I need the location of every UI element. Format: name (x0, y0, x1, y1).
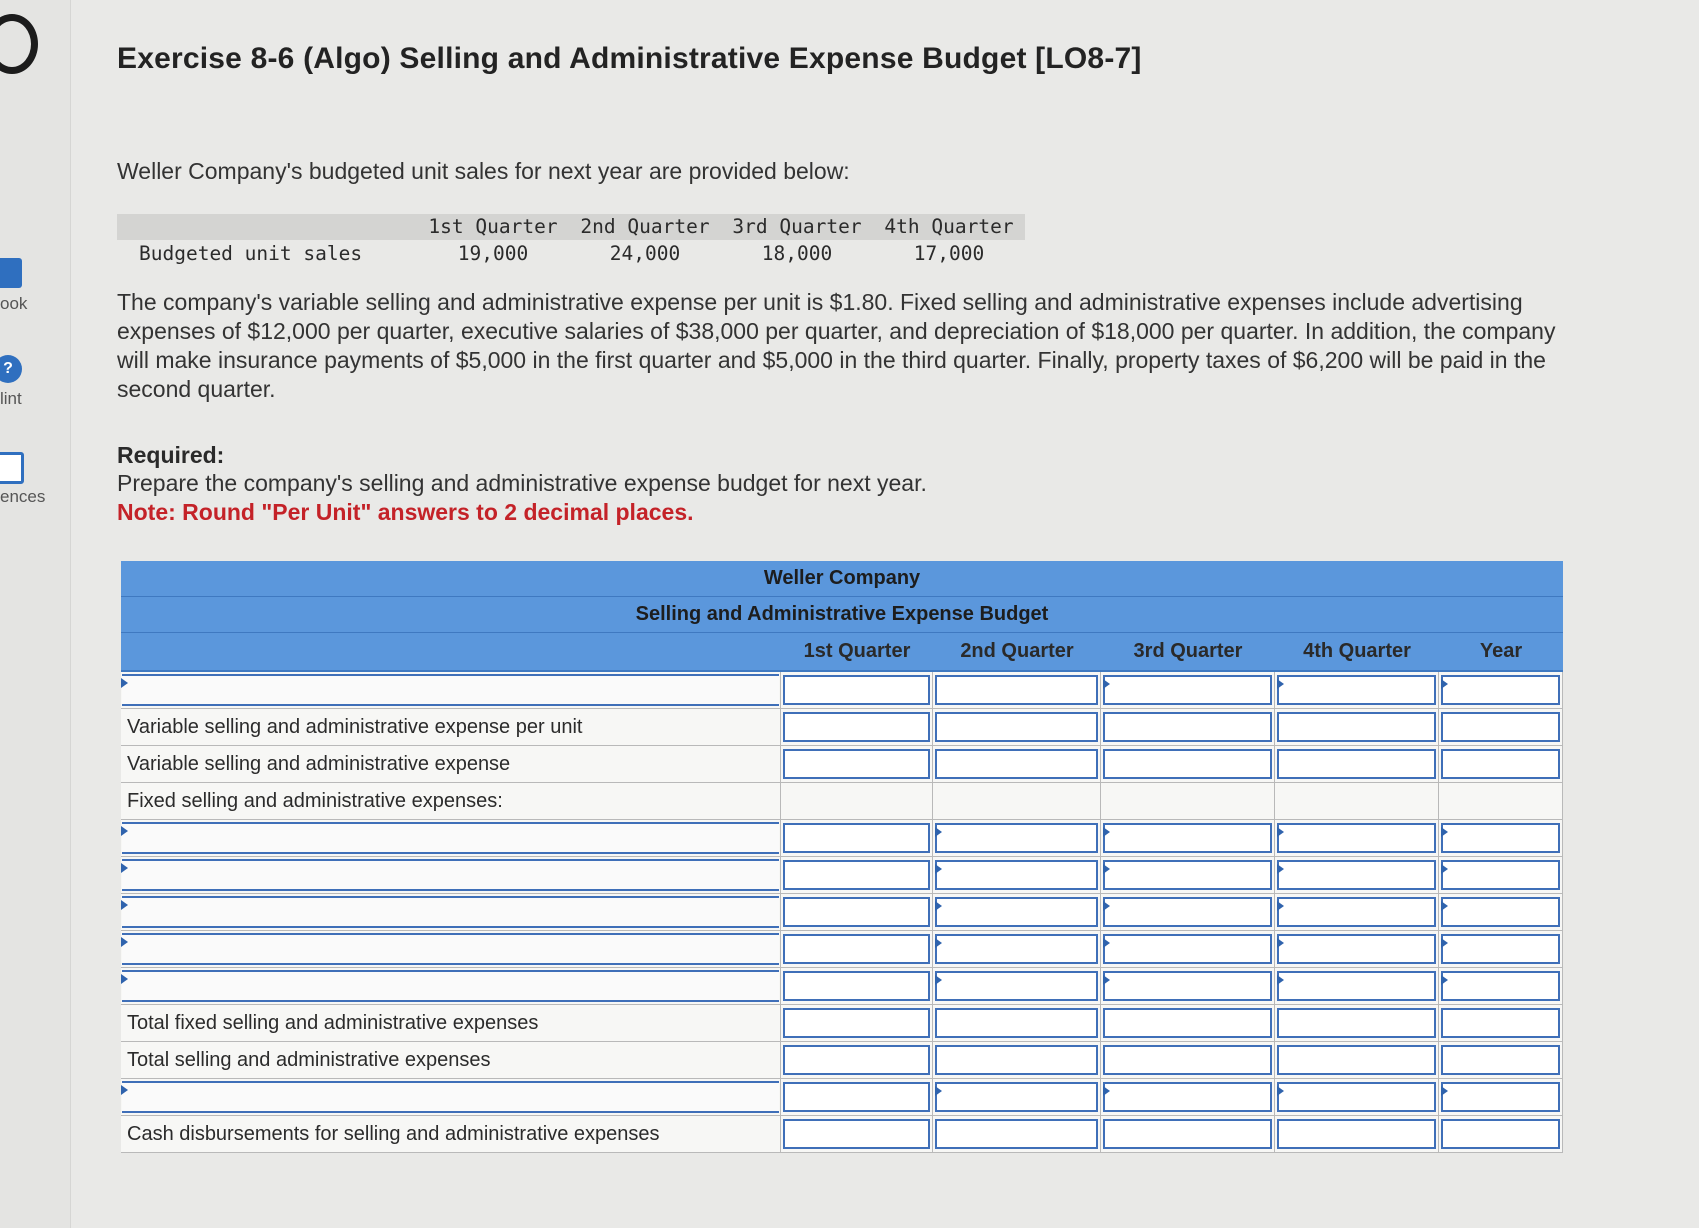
row-label: Variable selling and administrative expense per unit (121, 709, 781, 745)
budget-row-fixed-item (121, 894, 1563, 931)
sales-value: 24,000 (609, 242, 681, 265)
amount-input[interactable] (1439, 1079, 1563, 1115)
dropdown-arrow-icon (121, 1085, 128, 1095)
amount-input[interactable] (1275, 931, 1439, 967)
problem-paragraph: The company's variable selling and administrative expense per unit is $1.80. Fixed selling and administrative expenses include advertising expenses of $12,000 per quarter, executive salaries of $38,000 per quarter, and depreciation of $18,000 per quarter. In addition, the company will make insurance payments of $5,000 in the first quarter and $5,000 in the third quarter. Finally, property taxes of $6,200 will be paid in the second quarter. (117, 289, 1556, 402)
amount-input[interactable] (1275, 1079, 1439, 1115)
amount-input[interactable] (781, 1116, 933, 1152)
amount-input[interactable] (1101, 709, 1275, 745)
dropdown-arrow-icon (121, 678, 128, 688)
budget-title: Selling and Administrative Expense Budget (121, 597, 1563, 633)
amount-input[interactable] (1439, 820, 1563, 856)
budget-row-fixed-item (121, 857, 1563, 894)
intro-text: Weller Company's budgeted unit sales for next year are provided below: (117, 158, 850, 184)
amount-input[interactable] (1101, 931, 1275, 967)
amount-input[interactable] (1275, 1116, 1439, 1152)
input-marker-icon (935, 975, 942, 985)
input-marker-icon (935, 1086, 942, 1096)
amount-input[interactable] (781, 672, 933, 708)
budget-column-headers (121, 633, 1563, 672)
amount-input[interactable] (1275, 968, 1439, 1004)
exercise-title: Exercise 8-6 (Algo) Selling and Administrative Expense Budget [LO8-7] (117, 42, 1142, 75)
amount-input[interactable] (933, 894, 1101, 930)
input-marker-icon (935, 827, 942, 837)
budgeted-sales-table (117, 214, 1025, 268)
budget-row-cash-disbursements (121, 1116, 1563, 1153)
amount-input[interactable] (1439, 1116, 1563, 1152)
row-label-dropdown[interactable] (121, 931, 781, 967)
col-header-year: Year (1479, 640, 1523, 662)
input-marker-icon (1103, 679, 1110, 689)
amount-input[interactable] (1439, 857, 1563, 893)
amount-input[interactable] (1439, 968, 1563, 1004)
required-heading: Required: (117, 442, 225, 468)
input-marker-icon (1277, 1086, 1284, 1096)
row-label: Fixed selling and administrative expenses: (121, 783, 781, 819)
rounding-note: Note: Round "Per Unit" answers to 2 decimal places. (117, 499, 694, 525)
budget-table (121, 561, 1563, 1153)
budget-row-fixed-item (121, 968, 1563, 1005)
input-marker-icon (1277, 827, 1284, 837)
col-header-q1: 1st Quarter (803, 640, 911, 662)
amount-input[interactable] (781, 931, 933, 967)
amount-input[interactable] (1439, 746, 1563, 782)
input-marker-icon (1441, 864, 1448, 874)
book-icon (0, 258, 22, 288)
amount-input[interactable] (1275, 1005, 1439, 1041)
input-marker-icon (1441, 1086, 1448, 1096)
amount-input[interactable] (1275, 894, 1439, 930)
amount-input[interactable] (1101, 1042, 1275, 1078)
amount-input[interactable] (781, 746, 933, 782)
col-header-q3: 3rd Quarter (1133, 640, 1243, 662)
sales-col-header: 4th Quarter (884, 215, 1014, 238)
input-marker-icon (1103, 938, 1110, 948)
input-marker-icon (1277, 938, 1284, 948)
row-label-dropdown[interactable] (121, 857, 781, 893)
input-marker-icon (935, 901, 942, 911)
input-marker-icon (1103, 975, 1110, 985)
budget-row-select (121, 672, 1563, 709)
amount-input[interactable] (933, 1042, 1101, 1078)
amount-input[interactable] (1439, 672, 1563, 708)
amount-input[interactable] (1439, 1042, 1563, 1078)
amount-input[interactable] (1275, 672, 1439, 708)
budget-row-fixed-item (121, 820, 1563, 857)
amount-input[interactable] (1101, 968, 1275, 1004)
sidebar-item-hint[interactable]: ? lint (0, 355, 70, 415)
amount-input[interactable] (1101, 672, 1275, 708)
required-text: Prepare the company's selling and administrative expense budget for next year. (117, 470, 927, 496)
amount-input[interactable] (1101, 857, 1275, 893)
input-marker-icon (935, 864, 942, 874)
input-marker-icon (1103, 1086, 1110, 1096)
amount-input[interactable] (933, 1116, 1101, 1152)
input-marker-icon (1103, 827, 1110, 837)
input-marker-icon (935, 938, 942, 948)
input-marker-icon (1277, 679, 1284, 689)
amount-input[interactable] (1275, 709, 1439, 745)
amount-input[interactable] (1101, 1005, 1275, 1041)
references-icon (0, 452, 24, 484)
amount-input[interactable] (933, 820, 1101, 856)
budget-row-fixed-header (121, 783, 1563, 820)
row-label-dropdown[interactable] (121, 1079, 781, 1115)
amount-input[interactable] (1275, 746, 1439, 782)
sales-row-label: Budgeted unit sales (139, 242, 363, 265)
amount-input[interactable] (1101, 1079, 1275, 1115)
sales-data-row (117, 240, 1025, 268)
amount-input[interactable] (1101, 820, 1275, 856)
sales-col-header: 3rd Quarter (732, 215, 862, 238)
amount-input[interactable] (781, 894, 933, 930)
row-label: Cash disbursements for selling and administrative expenses (121, 1116, 781, 1152)
input-marker-icon (1441, 679, 1448, 689)
sales-col-header: 1st Quarter (428, 215, 558, 238)
left-sidebar (0, 0, 71, 1228)
input-marker-icon (1441, 901, 1448, 911)
amount-input[interactable] (1275, 1042, 1439, 1078)
amount-input[interactable] (933, 672, 1101, 708)
amount-input[interactable] (1439, 931, 1563, 967)
input-marker-icon (1441, 938, 1448, 948)
dropdown-arrow-icon (121, 937, 128, 947)
dropdown-arrow-icon (121, 900, 128, 910)
budget-company-name: Weller Company (121, 561, 1563, 597)
amount-input[interactable] (1101, 894, 1275, 930)
row-label-dropdown[interactable] (121, 968, 781, 1004)
input-marker-icon (1277, 864, 1284, 874)
amount-input[interactable] (781, 709, 933, 745)
amount-input[interactable] (781, 968, 933, 1004)
sidebar-item-ebook[interactable]: ook (0, 258, 70, 318)
amount-input[interactable] (781, 1079, 933, 1115)
amount-input[interactable] (933, 1005, 1101, 1041)
logo-icon (0, 14, 38, 74)
input-marker-icon (1441, 827, 1448, 837)
sidebar-item-references[interactable]: ences (0, 452, 70, 512)
col-header-q2: 2nd Quarter (960, 640, 1074, 662)
budget-row-var-expense (121, 746, 1563, 783)
sales-header-row (117, 214, 1025, 240)
dropdown-arrow-icon (121, 863, 128, 873)
col-header-q4: 4th Quarter (1303, 640, 1411, 662)
amount-input[interactable] (1439, 1005, 1563, 1041)
amount-input[interactable] (933, 857, 1101, 893)
input-marker-icon (1103, 901, 1110, 911)
input-marker-icon (1277, 901, 1284, 911)
amount-input[interactable] (781, 1005, 933, 1041)
amount-input[interactable] (1439, 894, 1563, 930)
input-marker-icon (1277, 975, 1284, 985)
amount-input[interactable] (1101, 746, 1275, 782)
amount-input[interactable] (933, 746, 1101, 782)
sales-value: 19,000 (457, 242, 529, 265)
amount-input[interactable] (933, 709, 1101, 745)
row-label: Total selling and administrative expenses (121, 1042, 781, 1078)
row-label: Variable selling and administrative expense (121, 746, 781, 782)
amount-input[interactable] (1275, 820, 1439, 856)
amount-input[interactable] (1101, 1116, 1275, 1152)
amount-input[interactable] (781, 857, 933, 893)
amount-input[interactable] (1275, 857, 1439, 893)
hint-icon: ? (0, 355, 22, 383)
amount-input[interactable] (933, 1079, 1101, 1115)
budget-row-fixed-item (121, 931, 1563, 968)
budget-row-total-fixed (121, 1005, 1563, 1042)
budget-row-adjustment (121, 1079, 1563, 1116)
row-label-dropdown[interactable] (121, 894, 781, 930)
amount-input[interactable] (781, 820, 933, 856)
sales-value: 17,000 (913, 242, 985, 265)
sales-col-header: 2nd Quarter (580, 215, 710, 238)
amount-input[interactable] (933, 931, 1101, 967)
budget-row-var-per-unit (121, 709, 1563, 746)
row-label-dropdown[interactable] (121, 820, 781, 856)
amount-input[interactable] (1439, 709, 1563, 745)
dropdown-arrow-icon (121, 974, 128, 984)
amount-input[interactable] (933, 968, 1101, 1004)
sales-value: 18,000 (761, 242, 833, 265)
row-label: Total fixed selling and administrative expenses (121, 1005, 781, 1041)
input-marker-icon (1441, 975, 1448, 985)
amount-input[interactable] (781, 1042, 933, 1078)
row-label-dropdown[interactable] (121, 672, 781, 708)
budget-row-total-sa (121, 1042, 1563, 1079)
input-marker-icon (1103, 864, 1110, 874)
dropdown-arrow-icon (121, 826, 128, 836)
